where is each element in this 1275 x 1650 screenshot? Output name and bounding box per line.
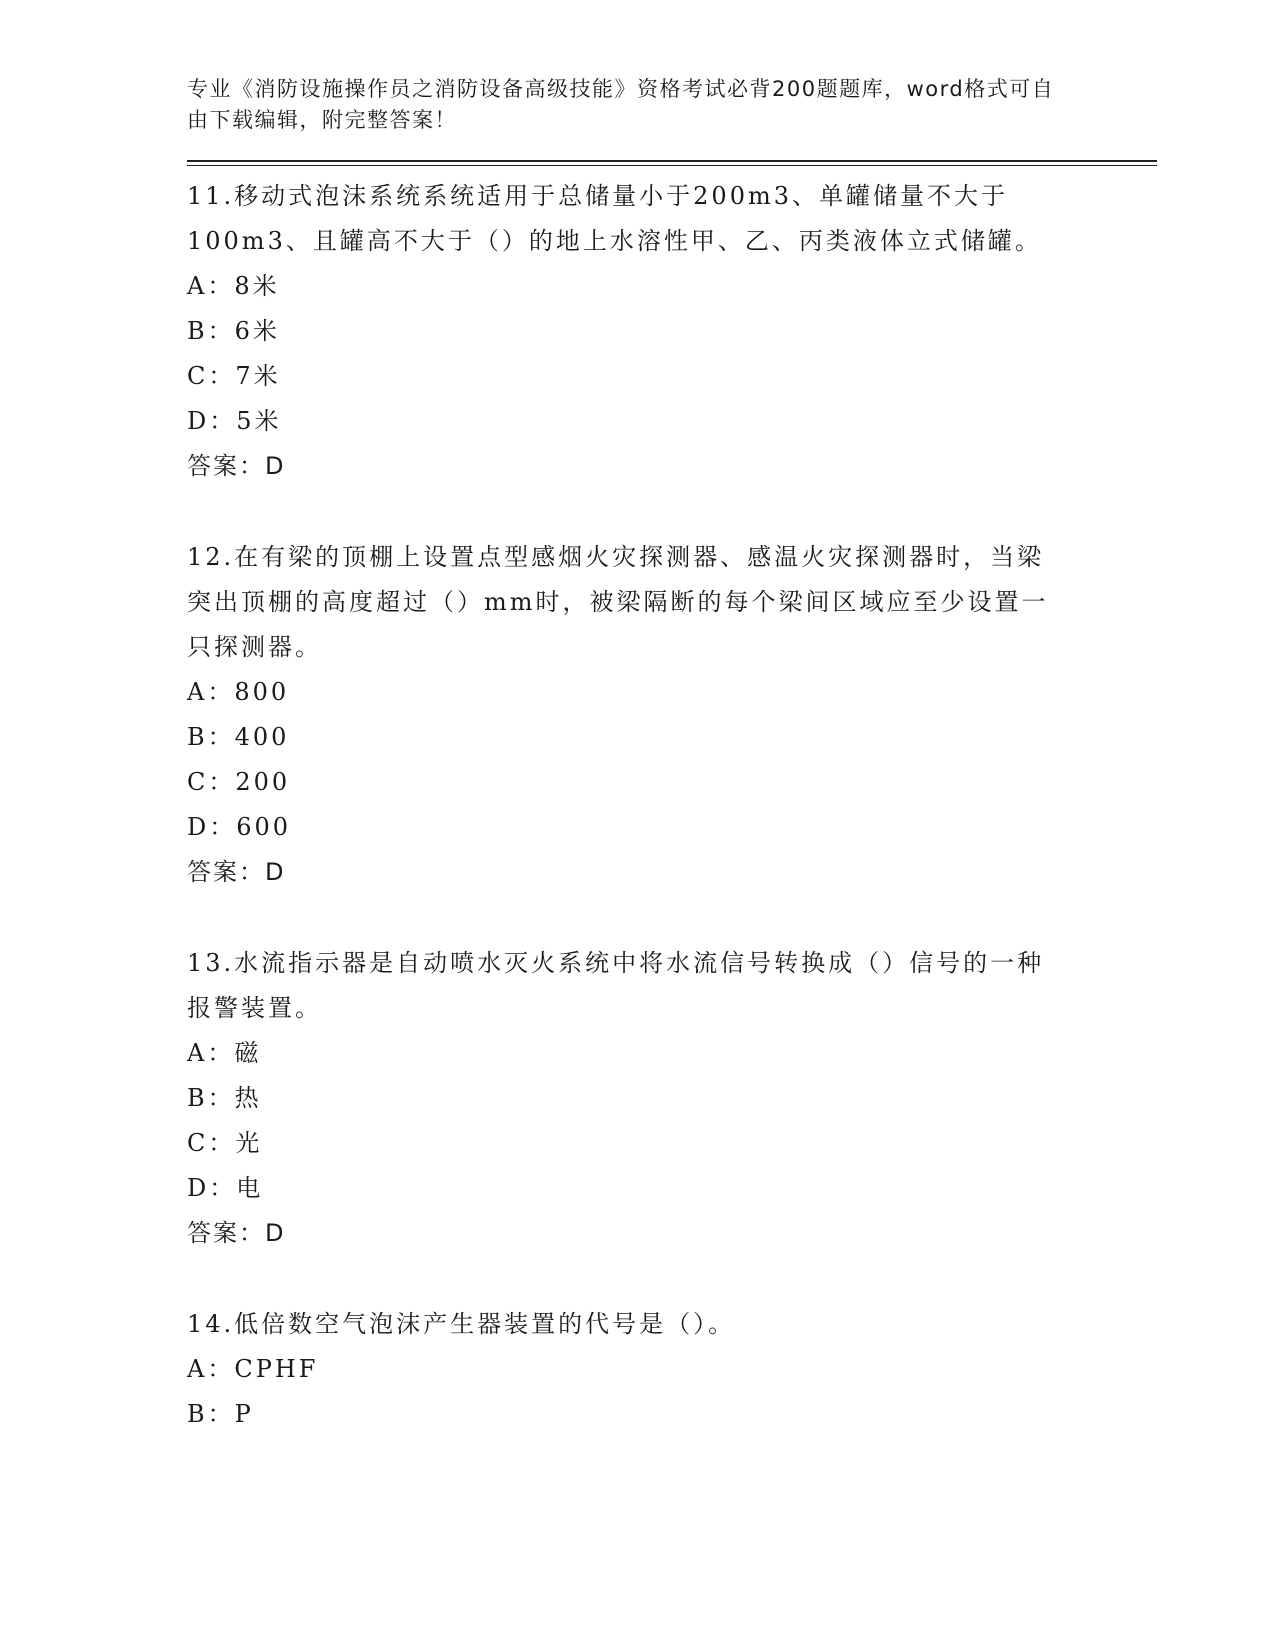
answer-line: 答案：D (187, 452, 286, 480)
header-divider (187, 160, 1157, 166)
question-14 (187, 1302, 1157, 1437)
option-c: C：光 (187, 1129, 263, 1157)
option-a: A：磁 (187, 1039, 262, 1067)
question-text: 11.移动式泡沫系统系统适用于总储量小于200m3、单罐储量不大于100m3、且罐高不大于（）的地上水溶性甲、乙、丙类液体立式储罐。 (187, 182, 1042, 255)
option-c: C：200 (187, 768, 291, 796)
question-12 (187, 535, 1157, 895)
document-page (187, 74, 1157, 1437)
option-b: B：P (187, 1400, 254, 1428)
option-a: A：CPHF (187, 1355, 319, 1383)
question-11 (187, 174, 1157, 489)
option-b: B：热 (187, 1084, 262, 1112)
question-13 (187, 941, 1157, 1256)
question-text: 14.低倍数空气泡沫产生器装置的代号是（）。 (187, 1310, 736, 1338)
document-header: 专业《消防设施操作员之消防设备高级技能》资格考试必背200题题库，word格式可自由下载编辑，附完整答案！ (187, 77, 1055, 132)
option-d: D：电 (187, 1174, 264, 1202)
option-a: A：800 (187, 678, 290, 706)
answer-line: 答案：D (187, 1219, 286, 1247)
option-c: C：7米 (187, 362, 281, 390)
option-a: A：8米 (187, 272, 280, 300)
option-b: B：400 (187, 723, 290, 751)
option-d: D：5米 (187, 407, 282, 435)
question-text: 12.在有梁的顶棚上设置点型感烟火灾探测器、感温火灾探测器时，当梁突出顶棚的高度超过（）mm时，被梁隔断的每个梁间区域应至少设置一只探测器。 (187, 543, 1049, 661)
question-text: 13.水流指示器是自动喷水灭火系统中将水流信号转换成（）信号的一种报警装置。 (187, 949, 1045, 1022)
option-d: D：600 (187, 813, 292, 841)
option-b: B：6米 (187, 317, 280, 345)
answer-line: 答案：D (187, 858, 286, 886)
